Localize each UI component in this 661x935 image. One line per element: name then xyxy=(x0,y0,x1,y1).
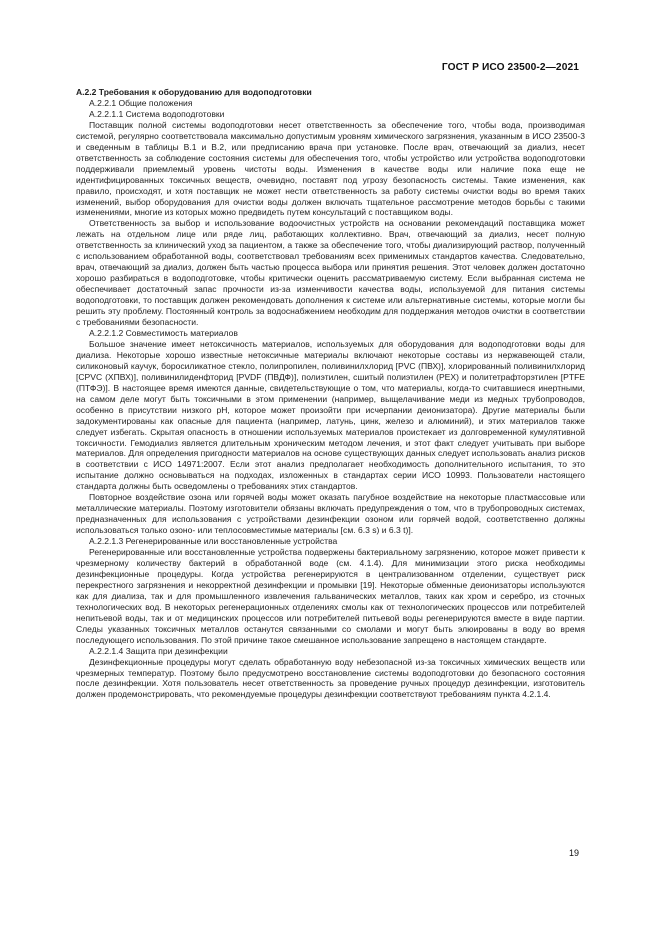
paragraph: Поставщик полной системы водоподготовки несет ответственность за обеспечение того, чтобы вода, производимая системой, регулярно соответствовала максимально допустимым уровням химического загрязнения, указанным в ИСО 23500-3 и сведенным в таблицы В.1 и В.2, или предписанию врача при установке. После врач, отвечающий за диализ, несет ответственность за соблюдение состояния системы для обеспечения того, чтобы устройство или устройства водоподготовки поддерживали приемлемый уровень чистоты воды. Изменения в качестве воды или наличие пока еще не идентифицированных токсичных веществ, очевидно, поставят под угрозу безопасность системы. Такие изменения, как правило, происходят, и хотя поставщик не может нести ответственность за работу системы очистки воды во время таких изменений, выбор оборудования для очистки воды должен включать тщательное рассмотрение методов борьбы с такими изменениями, многие из которых можно предвидеть путем консультаций с поставщиком воды. xyxy=(76,119,585,218)
subsection-heading: А.2.2.1.1 Система водоподготовки xyxy=(89,108,225,119)
paragraph: Большое значение имеет нетоксичность материалов, используемых для оборудования для водоподготовки воды для диализа. Некоторые хорошо известные нетоксичные материалы включают некоторые составы из нержавеющей стали, силиконовый каучук, боросиликатное стекло, полипропилен, поливинилхлорид [PVC (ПВХ)], хлорированный поливинилхлорид [CPVC (ХПВХ)], поливинилиденфторид [PVDF (ПВДФ)], полиэтилен, сшитый полиэтилен (PEX) и политетрафторэтилен [PTFE (ПТФЭ)]. В настоящее время имеются данные, свидетельствующие о том, что материалы, когда-то считавшиеся инертными, на самом деле могут быть токсичными в этом применении (например, выщелачивание меди из медных трубопроводов, особенно в присутствии низкого pH, которое может произойти при исчерпании деионизатора). Другие материалы были задокументированы как опасные для пациента (например, латунь, цинк, железо и алюминий), и этих материалов также следует избегать. Скрытая опасность в отношении используемых материалов проистекает из долговременной кумулятивной токсичности. Гемодиализ является длительным хроническим методом лечения, и этот факт следует учитывать при выборе материалов. Для определения пригодности материалов на основе существующих данных следует использовать анализ рисков в соответствии с ИСО 14971:2007. Если этот анализ предполагает необходимость дополнительного испытания, то это испытание должно основываться на подходах, изложенных в стандартах серии ИСО 10993. Пользователи настоящего стандарта должны быть осведомлены о требованиях этих стандартов. xyxy=(76,338,585,492)
paragraph: Повторное воздействие озона или горячей воды может оказать пагубное воздействие на некоторые пластмассовые или металлические материалы. Поэтому изготовители обязаны включать предупреждения о том, что в трубопроводных системах, предназначенных для использования с устройствами дезинфекции озоном или горячей водой, соответственно должны использоваться только озоно- или теплосовместимые материалы [см. 6.3 s) и 6.3 t)]. xyxy=(76,492,585,536)
subsection-heading: А.2.2.1.2 Совместимость материалов xyxy=(89,327,238,338)
subsection-heading: А.2.2.1 Общие положения xyxy=(89,97,193,108)
document-header: ГОСТ Р ИСО 23500-2—2021 xyxy=(441,62,579,73)
section-heading: А.2.2 Требования к оборудованию для водоподготовки xyxy=(76,87,312,97)
paragraph: Ответственность за выбор и использование водоочистных устройств на основании рекомендаций поставщика может лежать на отдельном лице или ряде лиц, работающих коллективно. Врач, отвечающий за диализ, несет полную ответственность за клинический уход за пациентом, а также за обеспечение того, чтобы диализирующий раствор, полученный с использованием обработанной воды, соответствовал требованиям всех применимых стандартов качества. Следовательно, врач, отвечающий за диализ, должен быть частью процесса выбора или принятия решения. Этот человек должен достаточно хорошо разбираться в водоподготовке, чтобы критически оценить рассматриваемую систему. Если выбранная система не обеспечивает достаточный запас прочности из-за изменчивости качества воды, используемой для питания системы водоподготовки, то поставщик должен рекомендовать дополнения к системе или альтернативные системы, которые могли бы решить эту проблему. Постоянный контроль за водоснабжением необходим для поддержания методов очистки в соответствии с требованиями безопасности. xyxy=(76,218,585,328)
subsection-heading: А.2.2.1.3 Регенерированные или восстановленные устройства xyxy=(89,536,338,547)
page-number: 19 xyxy=(568,848,579,858)
page-body xyxy=(76,87,585,700)
paragraph: Дезинфекционные процедуры могут сделать обработанную воду небезопасной из-за токсичных химических веществ или чрезмерных температур. Поэтому было предусмотрено восстановление системы водоподготовки до безопасного состояния после дезинфекции. Хотя пользователь несет ответственность за проведение ручных процедур дезинфекции, изготовитель должен продемонстрировать, что рекомендуемые процедуры дезинфекции соответствуют требованиям пункта 4.2.1.4. xyxy=(76,656,585,700)
paragraph: Регенерированные или восстановленные устройства подвержены бактериальному загрязнению, которое может привести к чрезмерному количеству бактерий в обработанной воде (см. 4.1.4). Для минимизации этого риска необходимы дезинфекционные процедуры. Когда устройства регенерируются в централизованном отделении, существует риск перекрестного загрязнения и некорректной дезинфекции и промывки [19]. Некоторые обменные деионизаторы используются как для диализа, так и для промышленного извлечения гальванических металлов, таких как хром и серебро, из сточных технологических вод. В некоторых регенерационных отделениях смолы как от технологических процессов или потребителей непитьевой воды, так и от медицинских процессов или потребителей питьевой воды регенерируются вместе в виде партии. Следы указанных токсичных металлов останутся связанными со смолами и могут быть элюированы в воду во время последующего использования. По этой причине такое смешанное использование запрещено в настоящем стандарте. xyxy=(76,547,585,645)
subsection-heading: А.2.2.1.4 Защита при дезинфекции xyxy=(89,645,228,656)
